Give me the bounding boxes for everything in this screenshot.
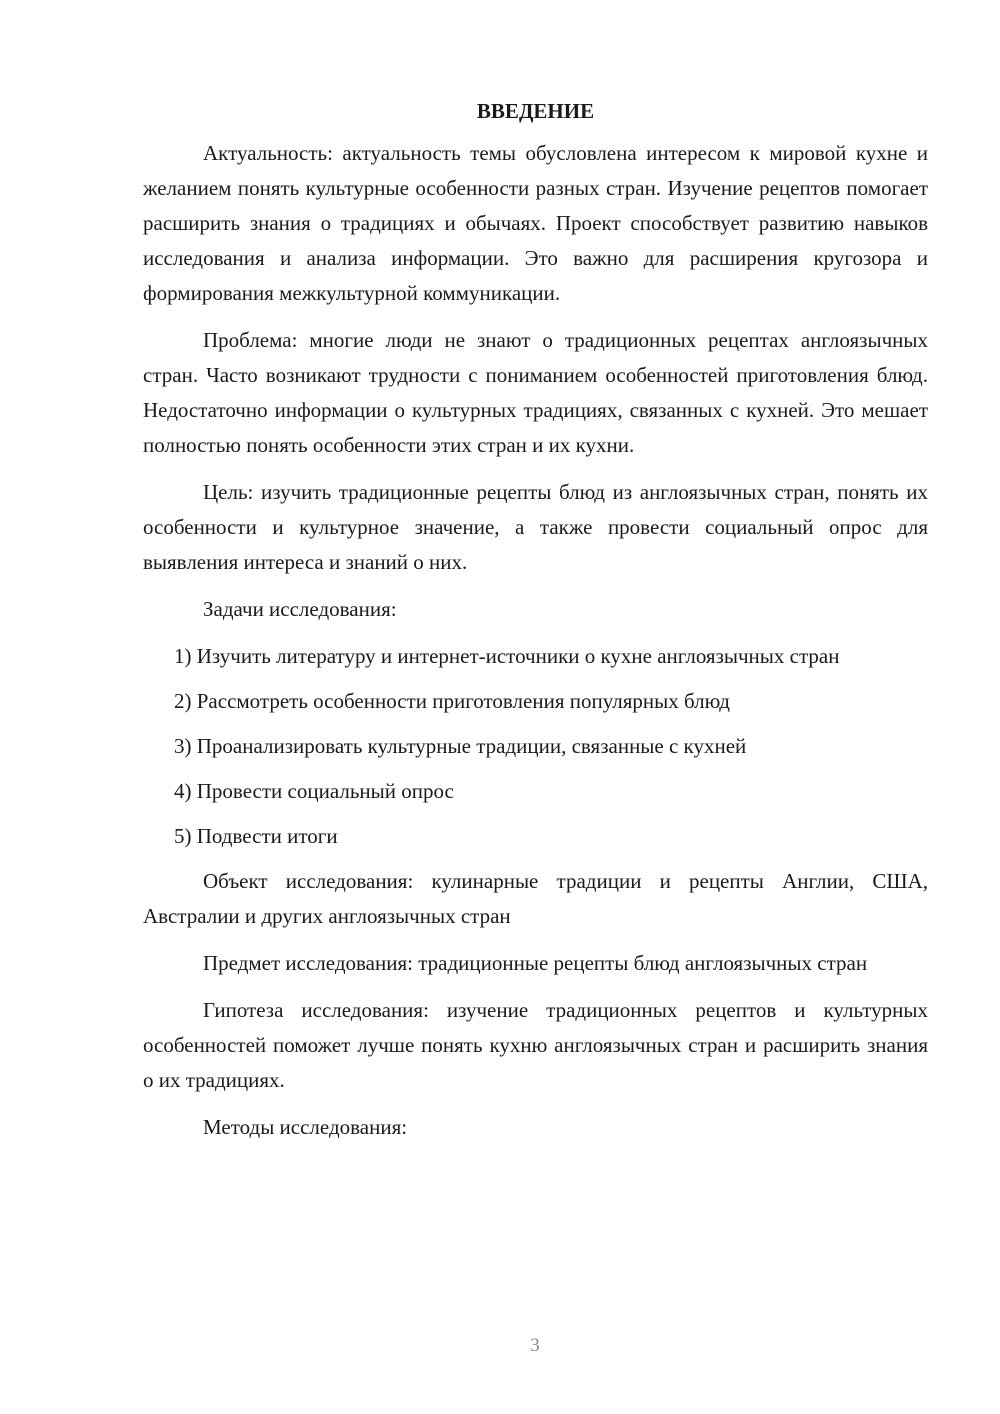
paragraph-hypothesis: Гипотеза исследования: изучение традиционных рецептов и культурных особенностей поможет лучше понять кухню англоязычных стран и расширить знания о их традициях. — [143, 998, 928, 1092]
document-page — [143, 96, 928, 1157]
paragraph-object: Объект исследования: кулинарные традиции и рецепты Англии, США, Австралии и других англоязычных стран — [143, 869, 928, 928]
section-title: ВВЕДЕНИЕ — [476, 99, 595, 123]
paragraph-subject: Предмет исследования: традиционные рецепты блюд англоязычных стран — [203, 951, 868, 975]
paragraph-relevance: Актуальность: актуальность темы обусловлена интересом к мировой кухне и желанием понять культурные особенности разных стран. Изучение рецептов помогает расширить знания о традициях и обычаях. Проект способствует развитию навыков исследования и анализа информации. Это важно для расширения кругозора и формирования межкультурной коммуникации. — [143, 141, 928, 305]
paragraph-goal: Цель: изучить традиционные рецепты блюд из англоязычных стран, понять их особенности и культурное значение, а также провести социальный опрос для выявления интереса и знаний о них. — [143, 480, 928, 574]
paragraph-methods: Методы исследования: — [203, 1115, 408, 1139]
paragraph-tasks-heading: Задачи исследования: — [203, 597, 397, 621]
page-number: 3 — [530, 1335, 540, 1356]
task-item: 5) Подвести итоги — [174, 824, 338, 848]
task-item: 4) Провести социальный опрос — [174, 779, 454, 803]
task-item: 1) Изучить литературу и интернет-источники о кухне англоязычных стран — [174, 644, 840, 668]
task-item: 3) Проанализировать культурные традиции, связанные с кухней — [174, 734, 747, 758]
task-item: 2) Рассмотреть особенности приготовления популярных блюд — [174, 689, 730, 713]
paragraph-problem: Проблема: многие люди не знают о традиционных рецептах англоязычных стран. Часто возникают трудности с пониманием особенностей приготовления блюд. Недостаточно информации о культурных традициях, связанных с кухней. Это мешает полностью понять особенности этих стран и их кухни. — [143, 328, 928, 457]
